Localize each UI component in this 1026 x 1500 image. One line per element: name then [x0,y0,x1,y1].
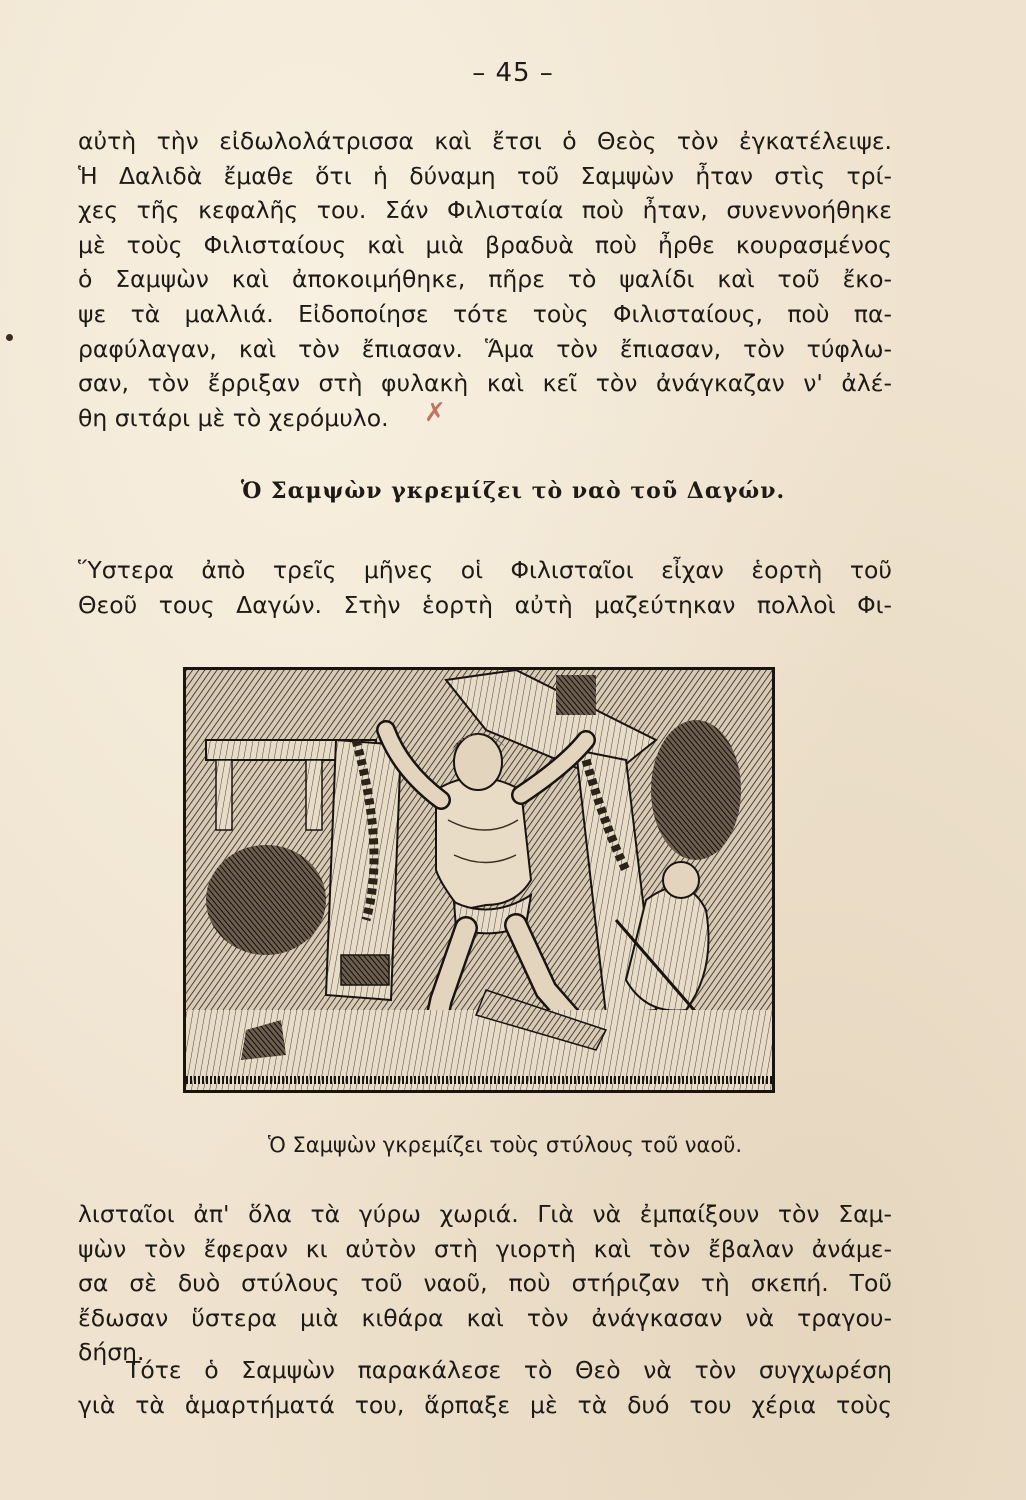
text-line: Ὕστερα ἀπὸ τρεῖς μῆνες οἱ Φιλισταῖοι εἶχαν ἑορτὴ τοῦ [78,556,892,584]
red-pencil-mark: ✗ [424,398,446,428]
text-line: ψε τὰ μαλλιά. Εἰδοποίησε τότε τοὺς Φιλισταίους, ποὺ πα- [78,299,892,328]
text-line: χες τῆς κεφαλῆς του. Σάν Φιλισταία ποὺ ἦταν, συνεννοήθηκε [78,196,892,225]
paragraph-feast [78,553,892,622]
text-line: σαν, τὸν ἔρριξαν στὴ φυλακὴ καὶ κεῖ τὸν ἀνάγκαζαν ν' ἀλέ- [78,369,892,398]
text-line: ψὼν τὸν ἔφεραν κι αὐτὸν στὴ γιορτὴ καὶ τὸν ἔβαλαν ἀνάμε- [78,1234,892,1263]
paragraph-prayer [78,1353,892,1422]
text-line: αὐτὴ τὴν εἰδωλολάτρισσα καὶ ἔτσι ὁ Θεὸς τὸν ἐγκατέλειψε. [78,127,892,155]
text-line: Τότε ὁ Σαμψὼν παρακάλεσε τὸ Θεὸ νὰ τὸν συγχωρέση [126,1356,892,1384]
page-number: – 45 – [472,58,554,88]
section-heading: Ὁ Σαμψὼν γκρεμίζει τὸ ναὸ τοῦ Δαγών. [240,478,786,504]
text-line: θη σιτάρι μὲ τὸ χερόμυλο. [78,403,389,432]
text-line: Ἡ Δαλιδὰ ἔμαθε ὅτι ἡ δύναμη τοῦ Σαμψὼν ἦταν στὶς τρί- [78,161,892,190]
text-line: λισταῖοι ἀπ' ὅλα τὰ γύρω χωριά. Γιὰ νὰ ἐμπαίξουν τὸν Σαμ- [78,1200,892,1228]
text-line: ὁ Σαμψὼν καὶ ἀποκοιμήθηκε, πῆρε τὸ ψαλίδι καὶ τοῦ ἔκο- [78,265,892,294]
engraving-illustration [183,667,775,1093]
text-line: Θεοῦ τους Δαγών. Στὴν ἑορτὴ αὐτὴ μαζεύτηκαν πολλοὶ Φι- [78,590,892,619]
text-line: σα σὲ δυὸ στύλους τοῦ ναοῦ, ποὺ στήριζαν τὴ σκεπή. Τοῦ [78,1269,892,1298]
text-line: ραφύλαγαν, καὶ τὸν ἔπιασαν. Ἅμα τὸν ἔπιασαν, τὸν τύφλω- [78,334,892,363]
paragraph-mockery [78,1197,892,1370]
figure-caption: Ὁ Σαμψὼν γκρεμίζει τοὺς στύλους τοῦ ναοῦ. [267,1133,743,1157]
text-line: ἔδωσαν ὕστερα μιὰ κιθάρα καὶ τὸν ἀνάγκασαν νὰ τραγου- [78,1303,892,1332]
text-line: γιὰ τὰ ἁμαρτήματά του, ἅρπαξε μὲ τὰ δυό του χέρια τοὺς [78,1390,892,1419]
margin-dot [6,334,13,341]
text-line: δήση. [78,1338,145,1367]
paragraph-delilah [78,124,892,435]
text-line: μὲ τοὺς Φιλισταίους καὶ μιὰ βραδυὰ ποὺ ἦρθε κουρασμένος [78,230,892,259]
